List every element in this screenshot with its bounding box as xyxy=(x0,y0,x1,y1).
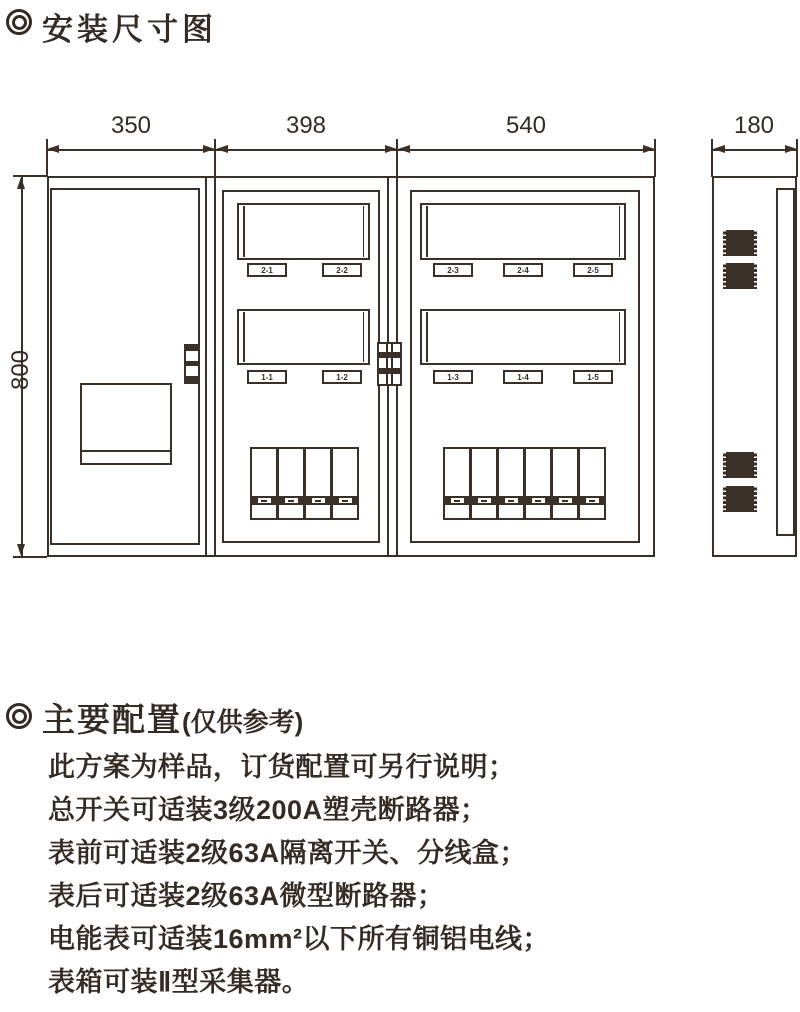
breaker-module xyxy=(333,449,357,518)
config-heading: 主要配置 xyxy=(42,701,182,738)
door-window xyxy=(80,383,172,465)
breaker-module xyxy=(445,449,469,518)
breaker-module xyxy=(553,449,577,518)
breaker-chip xyxy=(451,498,464,503)
latch-detail xyxy=(386,344,388,384)
lock-detail xyxy=(186,346,198,351)
dim-right-width: 540 xyxy=(505,112,547,139)
dim-door-width: 350 xyxy=(110,112,152,139)
breaker-chip xyxy=(532,498,545,503)
meter-label: 2-2 xyxy=(322,263,362,277)
config-line: 表前可适装2级63A隔离开关、分线盒； xyxy=(48,838,528,868)
meter-label: 2-1 xyxy=(247,263,287,277)
hinge-block xyxy=(723,486,757,512)
config-line: 表后可适装2级63A微型断路器； xyxy=(48,881,445,911)
page-title: 安装尺寸图 xyxy=(42,12,217,47)
meter-label: 2-5 xyxy=(573,263,613,277)
panel-latch xyxy=(377,342,402,386)
side-door-profile xyxy=(776,188,795,536)
section-divider xyxy=(214,176,216,557)
arrow-right-icon xyxy=(385,145,397,153)
breaker-chip xyxy=(586,498,599,503)
dimension-tick xyxy=(13,556,47,558)
meter-label: 1-4 xyxy=(503,370,543,384)
config-list xyxy=(48,746,550,1004)
arrow-left-icon xyxy=(713,145,725,153)
meter-window xyxy=(420,309,626,365)
config-line: 电能表可适装16mm²以下所有铜铝电线； xyxy=(48,924,551,954)
config-line: 总开关可适装3级200A塑壳断路器； xyxy=(48,795,488,825)
bullseye-icon xyxy=(6,703,32,729)
door-window-sill xyxy=(82,450,170,452)
dimension-line xyxy=(47,149,655,151)
config-heading-note: (仅供参考) xyxy=(182,707,304,737)
hinge-block xyxy=(723,230,757,256)
breaker-module xyxy=(526,449,550,518)
lock-detail xyxy=(186,361,198,366)
breaker-chip xyxy=(478,498,491,503)
breaker-module xyxy=(499,449,523,518)
breaker-module xyxy=(252,449,276,518)
bullseye-icon xyxy=(6,9,32,35)
latch-detail xyxy=(391,344,393,384)
breaker-group-right xyxy=(443,447,606,520)
door-lock xyxy=(184,344,200,384)
left-door-panel xyxy=(50,188,200,545)
breaker-module xyxy=(279,449,303,518)
config-line: 此方案为样品，订货配置可另行说明； xyxy=(48,752,516,782)
meter-label: 1-5 xyxy=(573,370,613,384)
breaker-chip xyxy=(339,498,352,503)
dim-height: 800 xyxy=(7,349,34,391)
latch-detail xyxy=(379,352,400,358)
arrow-left-icon xyxy=(398,145,410,153)
hinge-block xyxy=(723,263,757,289)
arrow-up-icon xyxy=(17,177,25,189)
arrow-right-icon xyxy=(203,145,215,153)
arrow-left-icon xyxy=(47,145,59,153)
breaker-module xyxy=(580,449,604,518)
arrow-right-icon xyxy=(643,145,655,153)
section-divider xyxy=(205,176,207,557)
dim-middle-width: 398 xyxy=(285,112,327,139)
latch-detail xyxy=(379,368,400,374)
meter-window xyxy=(237,309,370,365)
meter-label: 2-3 xyxy=(433,263,473,277)
arrow-right-icon xyxy=(785,145,797,153)
breaker-module xyxy=(472,449,496,518)
dim-depth: 180 xyxy=(733,112,775,139)
config-heading-row xyxy=(42,694,303,741)
meter-label: 2-4 xyxy=(503,263,543,277)
breaker-chip xyxy=(559,498,572,503)
breaker-chip xyxy=(505,498,518,503)
breaker-chip xyxy=(258,498,271,503)
breaker-chip xyxy=(285,498,298,503)
meter-window xyxy=(237,203,370,260)
config-line: 表箱可装Ⅱ型采集器。 xyxy=(48,967,310,997)
breaker-group-middle xyxy=(250,447,359,520)
lock-detail xyxy=(186,376,198,382)
meter-label: 1-1 xyxy=(247,370,287,384)
meter-window xyxy=(420,203,626,260)
arrow-left-icon xyxy=(216,145,228,153)
arrow-down-icon xyxy=(17,544,25,556)
breaker-module xyxy=(306,449,330,518)
breaker-chip xyxy=(312,498,325,503)
meter-label: 1-3 xyxy=(433,370,473,384)
hinge-block xyxy=(723,452,757,478)
meter-label: 1-2 xyxy=(322,370,362,384)
